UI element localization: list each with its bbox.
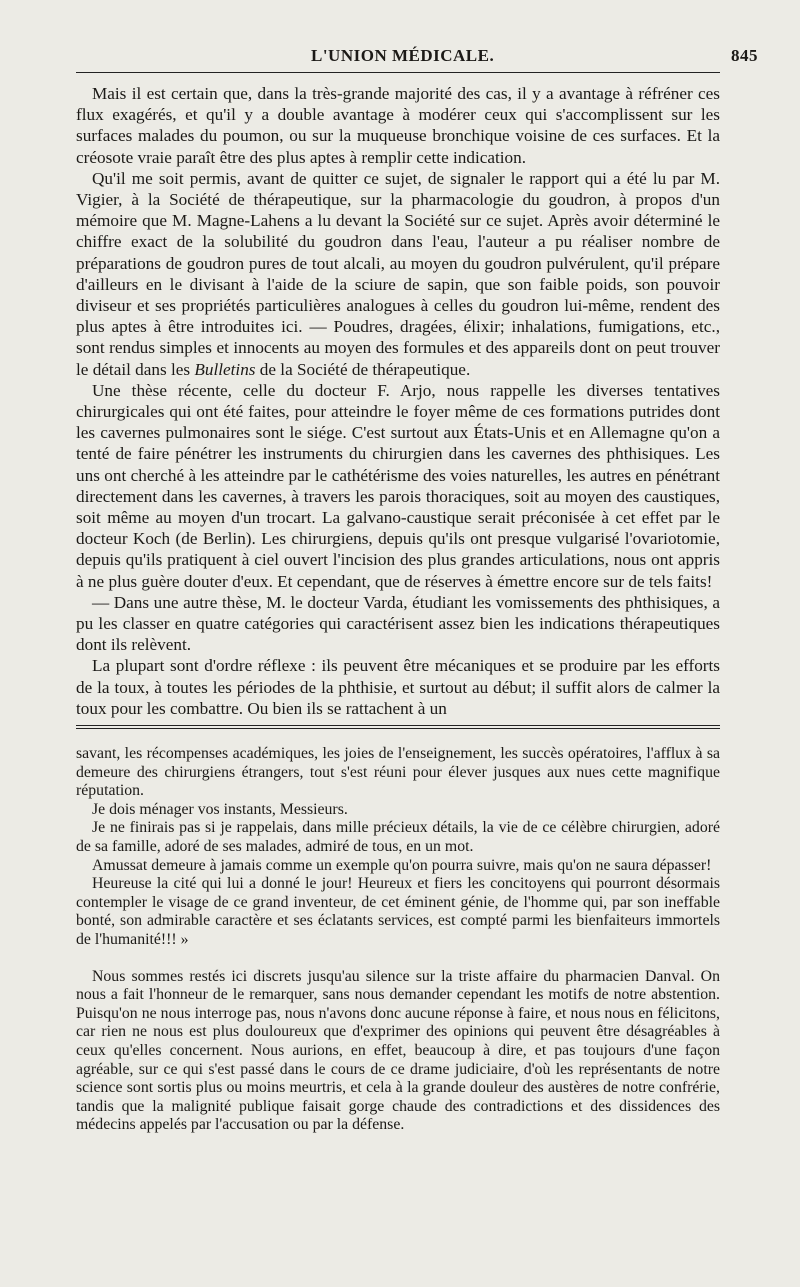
feuilleton-paragraph: Amussat demeure à jamais comme un exemple qu'on pourra suivre, mais qu'on ne saura dépasser!: [92, 856, 712, 874]
page-number: 845: [731, 46, 758, 65]
bulletins-title: Bulletins: [194, 359, 256, 379]
bulletins-tail: de la Société de thérapeutique.: [255, 359, 471, 379]
journal-title: L'UNION MÉDICALE.: [311, 46, 495, 65]
main-paragraph: Une thèse récente, celle du docteur F. Arjo, nous rappelle les diverses tentatives chirurgicales qui ont été faites, pour atteindre le foyer même de ces formations putrides dont les cavernes pulmonaires sont le siége. C'est surtout aux États-Unis et en Allemagne qu'on a tenté de faire pénétrer les instruments du chirurgien dans les cavernes des phthisiques. Les uns ont cherché à les atteindre par le cathétérisme des voies naturelles, les autres en pénétrant directement dans les cavernes, à travers les parois thoraciques, soit au moyen des caustiques, soit même au moyen d'un trocart. La galvano-caustique serait préconisée à cet effet par le docteur Koch (de Berlin). Les chirurgiens, depuis qu'ils ont presque vulgarisé l'ovariotomie, depuis qu'ils pratiquent à ciel ouvert l'incision des plus grandes articulations, nous ont appris à ne plus guère douter d'eux. Et cependant, que de réserves à émettre encore sur de tels faits!: [76, 380, 720, 591]
feuilleton-separator: [76, 725, 720, 729]
main-paragraph: Mais il est certain que, dans la très-grande majorité des cas, il y a avantage à réfréner ces flux exagérés, et qu'il y a double avantage à modérer ceux qui s'accomplissent sur les surfaces malades du poumon, ou sur la muqueuse bronchique voisine de ces surfaces. Et la créosote vraie paraît être des plus aptes à remplir cette indication.: [76, 84, 720, 167]
header-rule: [76, 72, 720, 73]
main-paragraph: — Dans une autre thèse, M. le docteur Varda, étudiant les vomissements des phthisiques, a pu les classer en quatre catégories qui caractérisent assez bien les indications thérapeutiques dont ils relèvent.: [76, 592, 720, 655]
main-paragraph: [76, 168, 720, 380]
feuilleton: [76, 745, 720, 1135]
feuilleton-paragraph: savant, les récompenses académiques, les joies de l'enseignement, les succès opératoires, l'afflux à sa demeure des chirurgiens étrangers, tout s'est réuni pour élever jusques aux nues cette magnifique réputation.: [76, 745, 720, 800]
main-paragraph-text: Qu'il me soit permis, avant de quitter ce sujet, de signaler le rapport qui a été lu par M. Vigier, à la Société de thérapeutique, sur la pharmacologie du goudron, à propos d'un mémoire que M. Magne-Lahens a lu devant la Société sur ce sujet. Après avoir déterminé le chiffre exact de la solubilité du goudron dans l'eau, l'auteur a pu réaliser nombre de préparations de goudron pures de tout alcali, au moyen du goudron pulvérulent, qu'il prépare d'ailleurs en le divisant à l'aide de la sciure de sapin, que son faible poids, son pouvoir diviseur et ses propriétés particulières analogues à celles du goudron lui-même, rendent des plus aptes à être introduites ici. — Poudres, dragées, élixir; inhalations, fumigations, etc., sont rendus simples et innocents au moyen des formules et des appareils dont on peut trouver le détail dans les: [76, 168, 720, 379]
feuilleton-paragraph: Nous sommes restés ici discrets jusqu'au silence sur la triste affaire du pharmacien Danval. On nous a fait l'honneur de le remarquer, sans nous demander cependant les motifs de notre abstention. Puisqu'on ne nous interroge pas, nous n'avons donc aucune réponse à faire, et nous nous en félicitons, car rien ne nous est plus douloureux que d'exprimer des opinions qui peuvent être désagréables à ceux qu'elles concernent. Nous aurions, en effet, beaucoup à dire, et pas toujours d'une façon agréable, sur ce qui s'est passé dans le cours de ce drame judiciaire, d'où les représentants de notre science sont sortis plus ou moins meurtris, et cela à la grande douleur des austères de notre confrérie, tandis que la malignité publique faisait gorge chaude des contradictions et des dissidences des médecins appelés par l'accusation ou par la défense.: [76, 967, 720, 1134]
main-text: [76, 83, 720, 719]
feuilleton-paragraph: Heureuse la cité qui lui a donné le jour! Heureux et fiers les concitoyens qui pourront désormais contempler le visage de ce grand inventeur, de cet éminent génie, de l'homme qui, par son ineffable bonté, son admirable caractère et ses éclatants services, est compté parmi les bienfaiteurs immortels de l'humanité!!! »: [76, 875, 720, 949]
running-head: [76, 40, 758, 70]
feuilleton-paragraph: Je dois ménager vos instants, Messieurs.: [92, 800, 348, 818]
feuilleton-paragraph: Je ne finirais pas si je rappelais, dans mille précieux détails, la vie de ce célèbre chirurgien, adoré de sa famille, adoré de ses malades, admiré de tous, en un mot.: [76, 819, 720, 856]
main-paragraph: La plupart sont d'ordre réflexe : ils peuvent être mécaniques et se produire par les efforts de la toux, à toutes les périodes de la phthisie, et surtout au début; il suffit alors de calmer la toux pour les combattre. Ou bien ils se rattachent à un: [76, 656, 720, 718]
